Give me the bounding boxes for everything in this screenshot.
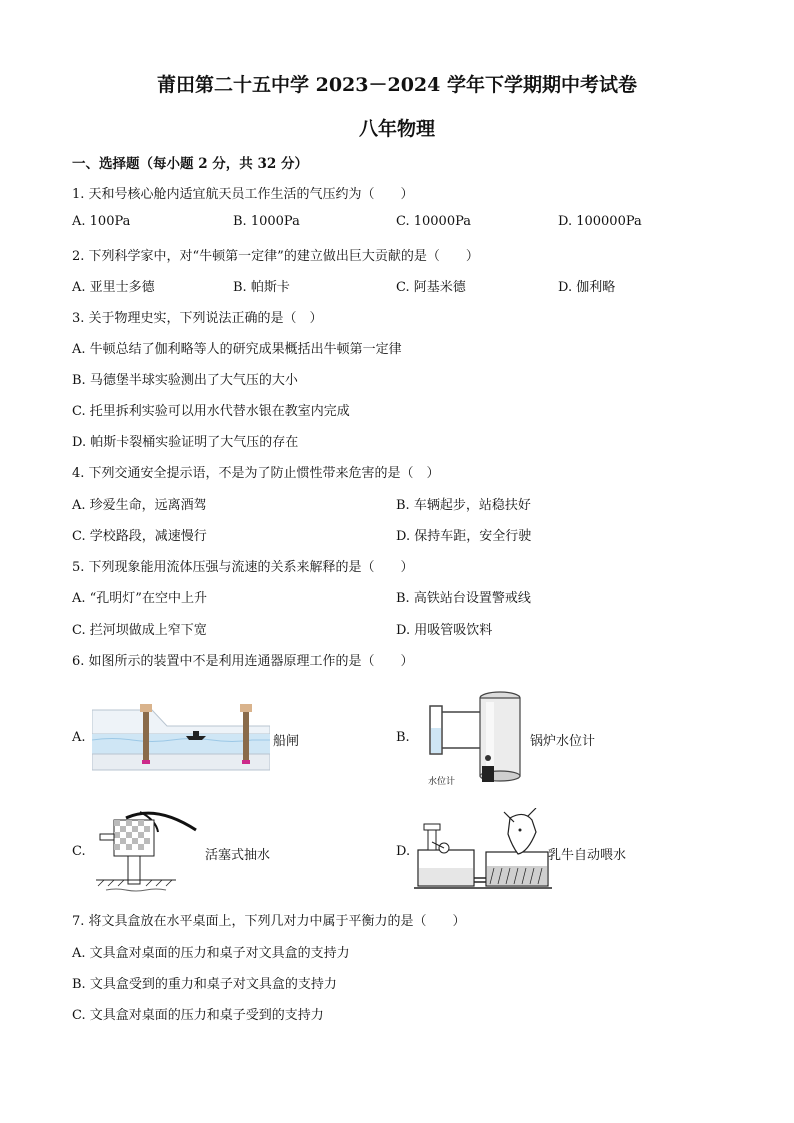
- section-heading: 一、选择题（每小题 2 分，共 32 分）: [72, 156, 308, 172]
- question-4-option-b: B. 车辆起步，站稳扶好: [396, 498, 531, 513]
- question-6-letter-a: A.: [72, 730, 86, 745]
- question-4-option-c: C. 学校路段，减速慢行: [72, 529, 207, 544]
- question-5-option-d: D. 用吸管吸饮料: [396, 623, 493, 638]
- question-4-stem: 4. 下列交通安全提示语，不是为了防止惯性带来危害的是（ ）: [72, 466, 440, 481]
- question-6-caption-c: 活塞式抽水: [205, 848, 271, 863]
- question-5-stem: 5. 下列现象能用流体压强与流速的关系来解释的是（ ）: [72, 560, 414, 575]
- ship-lock-figure: [92, 700, 270, 774]
- question-3-stem: 3. 关于物理史实，下列说法正确的是（ ）: [72, 311, 323, 326]
- question-5-option-b: B. 高铁站台设置警戒线: [396, 591, 531, 606]
- question-4-option-a: A. 珍爱生命，远离酒驾: [72, 498, 207, 513]
- question-3-option-d: D. 帕斯卡裂桶实验证明了大气压的存在: [72, 435, 299, 450]
- question-6-letter-c: C.: [72, 844, 86, 859]
- boiler-gauge-figure: [420, 688, 526, 788]
- question-1-stem: 1. 天和号核心舱内适宜航天员工作生活的气压约为（ ）: [72, 187, 414, 202]
- question-7-stem: 7. 将文具盒放在水平桌面上，下列几对力中属于平衡力的是（ ）: [72, 914, 466, 929]
- question-7-option-b: B. 文具盒受到的重力和桌子对文具盒的支持力: [72, 977, 337, 992]
- question-6-caption-d: 乳牛自动喂水: [548, 848, 627, 863]
- question-2-option-c: C. 阿基米德: [396, 280, 466, 295]
- question-7-option-c: C. 文具盒对桌面的压力和桌子受到的支持力: [72, 1008, 324, 1023]
- question-1-option-b: B. 1000Pa: [233, 214, 300, 229]
- question-2-option-a: A. 亚里士多德: [72, 280, 155, 295]
- question-3-option-c: C. 托里拆利实验可以用水代替水银在教室内完成: [72, 404, 350, 419]
- question-6-caption-a: 船闸: [273, 734, 300, 749]
- water-level-label: 水位计: [428, 777, 456, 787]
- question-1-option-a: A. 100Pa: [72, 214, 131, 229]
- page-subtitle: 八年物理: [358, 118, 435, 140]
- cow-feeder-figure: [414, 808, 552, 892]
- question-5-option-c: C. 拦河坝做成上窄下宽: [72, 623, 207, 638]
- question-7-option-a: A. 文具盒对桌面的压力和桌子对文具盒的支持力: [72, 946, 350, 961]
- question-3-option-a: A. 牛顿总结了伽利略等人的研究成果概括出牛顿第一定律: [72, 342, 402, 357]
- question-6-letter-d: D.: [396, 844, 411, 859]
- question-4-option-d: D. 保持车距，安全行驶: [396, 529, 532, 544]
- question-2-stem: 2. 下列科学家中，对“牛顿第一定律”的建立做出巨大贡献的是（ ）: [72, 249, 479, 264]
- question-2-option-b: B. 帕斯卡: [233, 280, 290, 295]
- page-title: 莆田第二十五中学 2023－2024 学年下学期期中考试卷: [157, 74, 637, 96]
- question-6-stem: 6. 如图所示的装置中不是利用连通器原理工作的是（ ）: [72, 654, 414, 669]
- question-6-caption-b: 锅炉水位计: [530, 734, 596, 749]
- question-1-option-d: D. 100000Pa: [558, 214, 642, 229]
- question-5-option-a: A. “孔明灯”在空中上升: [72, 591, 207, 606]
- question-3-option-b: B. 马德堡半球实验测出了大气压的大小: [72, 373, 298, 388]
- question-1-option-c: C. 10000Pa: [396, 214, 472, 229]
- question-6-letter-b: B.: [396, 730, 410, 745]
- piston-pump-figure: [96, 800, 206, 894]
- question-2-option-d: D. 伽利略: [558, 280, 616, 295]
